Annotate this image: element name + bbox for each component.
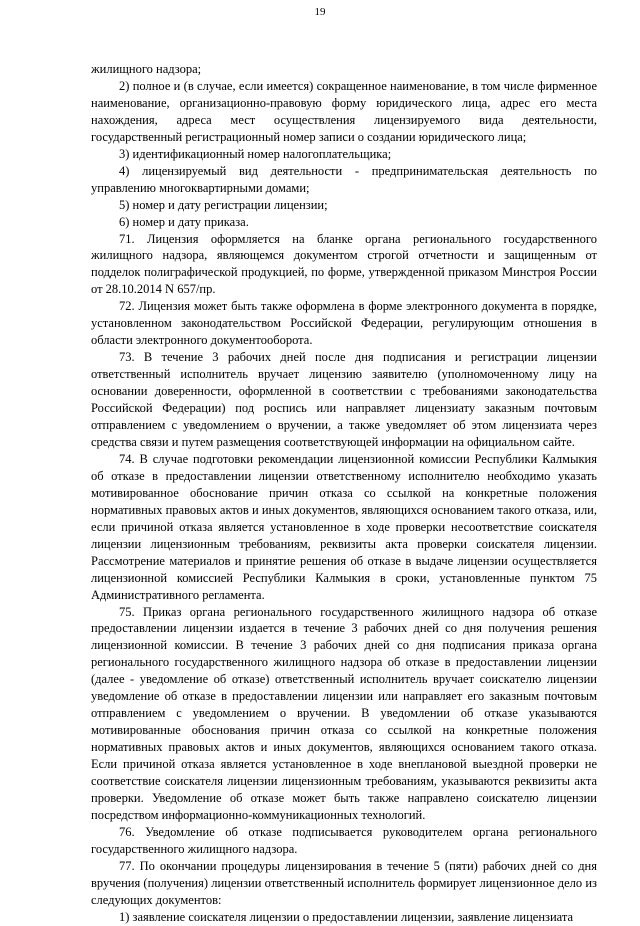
list-item-3: 3) идентификационный номер налогоплательщика; bbox=[119, 146, 392, 161]
list-item-6: 6) номер и дату приказа. bbox=[119, 214, 249, 229]
list-item-4: 4) лицензируемый вид деятельности - предпринимательская деятельность по управлению многоквартирными домами; bbox=[91, 163, 597, 195]
paragraph-continuation: жилищного надзора; bbox=[91, 62, 202, 76]
paragraph-73: 73. В течение 3 рабочих дней после дня подписания и регистрации лицензии ответственный исполнитель вручает лицензию заявителю (уполномоченному лицу на основании доверенности, оформленной в соответствии с требованиями законодательства Российской Федерации) под роспись или направляет лицензиату заказным почтовым отправлением с уведомлением о вручении, а также уведомляет об этом лицензиата через средства связи и путем размещения соответствующей информации на официальном сайте. bbox=[91, 350, 597, 449]
paragraph-74: 74. В случае подготовки рекомендации лицензионной комиссии Республики Калмыкия об отказе в предоставлении лицензии ответственному исполнителю необходимо указать мотивированное обоснование причин отказа со ссылкой на конкретные положения нормативных правовых актов и иных документов, являющихся основанием такого отказа, или, если причиной отказа является установленное в ходе проверки несоответствие соискателя лицензии лицензионным требованиям, реквизиты акта проверки соискателя лицензии. Рассмотрение материалов и принятие решения об отказе в выдаче лицензии осуществляется лицензионной комиссией Республики Калмыкия в сроки, установленные пунктом 75 Административного регламента. bbox=[91, 451, 597, 602]
paragraph-75: 75. Приказ органа регионального государственного жилищного надзора об отказе предоставлении лицензии издается в течение 3 рабочих дней со дня получения решения лицензионной комиссии. В течение 3 рабочих дней со дня подписания приказа органа регионального государственного жилищного надзора об отказе в предоставлении лицензии (далее - уведомление об отказе) ответственный исполнитель вручает соискателю лицензии уведомление об отказе в предоставлении лицензии или направляет его заказным почтовым отправлением с уведомлением о вручении. В уведомлении об отказе указываются мотивированные обоснования причин отказа со ссылкой на конкретные положения нормативных правовых актов и иных документов, являющихся основанием такого отказа. Если причиной отказа является установленное в ходе внеплановой выездной проверки не соответствие соискателя лицензии лицензионным требованиям, указываются реквизиты акта проверки. Уведомление об отказе может быть также направлено соискателю лицензии посредством информационно-коммуникационных технологий. bbox=[91, 604, 597, 822]
paragraph-71: 71. Лицензия оформляется на бланке органа регионального государственного жилищного надзора, являющемся документом строгой отчетности и защищенным от подделок полиграфической продукцией, по форме, утвержденной приказом Минстроя России от 28.10.2014 N 657/пр. bbox=[91, 231, 597, 297]
page-number: 19 bbox=[314, 6, 326, 18]
document-body bbox=[91, 61, 597, 926]
list-item-2: 2) полное и (в случае, если имеется) сокращенное наименование, в том числе фирменное наименование, организационно-правовую форму юридического лица, адрес его места нахождения, адреса мест осуществления лицензируемого вида деятельности, государственный регистрационный номер записи о создании юридического лица; bbox=[91, 78, 597, 144]
paragraph-76: 76. Уведомление об отказе подписывается руководителем органа регионального государственного жилищного надзора. bbox=[91, 824, 597, 856]
paragraph-72: 72. Лицензия может быть также оформлена в форме электронного документа в порядке, установленном законодательством Российской Федерации, регулирующим отношения в области электронного документооборота. bbox=[91, 299, 597, 348]
list-item-5: 5) номер и дату регистрации лицензии; bbox=[119, 197, 328, 212]
list-item-1: 1) заявление соискателя лицензии о предоставлении лицензии, заявление лицензиата bbox=[119, 909, 574, 924]
paragraph-77: 77. По окончании процедуры лицензирования в течение 5 (пяти) рабочих дней со дня вручения (получения) лицензии ответственный исполнитель формирует лицензионное дело из следующих документов: bbox=[91, 858, 597, 907]
